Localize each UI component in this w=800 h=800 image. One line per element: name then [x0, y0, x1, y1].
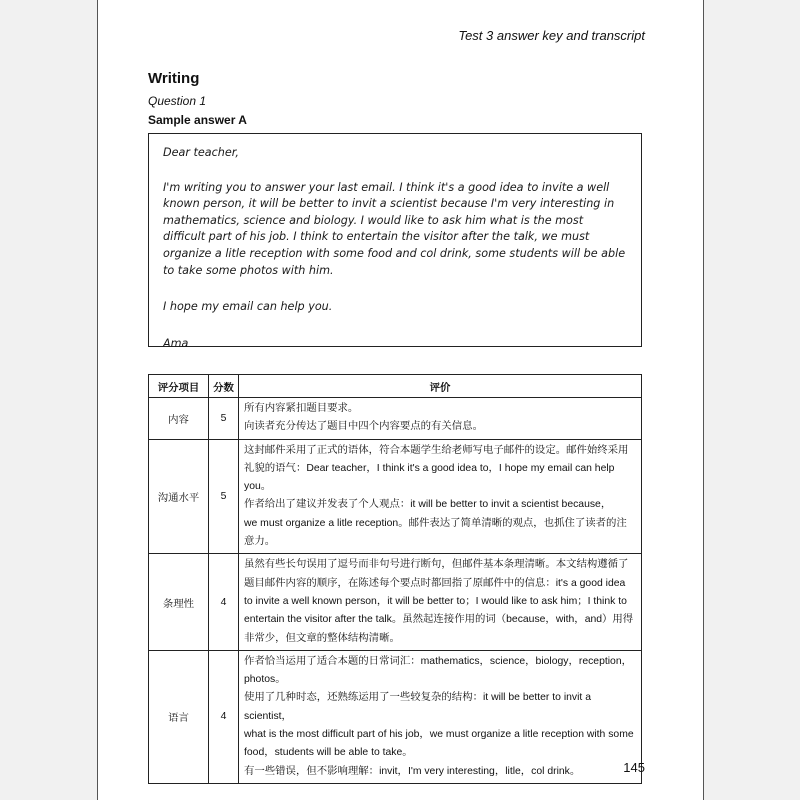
- table-header-row: [149, 375, 642, 398]
- page-number: 145: [623, 760, 645, 775]
- comment-line: 所有内容紧扣题目要求。: [244, 403, 359, 414]
- row-item: 内容: [149, 398, 209, 440]
- comment-line: what is the most difficult part of his job，we must organize a litle reception with some: [244, 729, 634, 741]
- row-comment: [239, 439, 642, 554]
- letter-closing: I hope my email can help you.: [163, 300, 333, 314]
- header-item: 评分项目: [149, 375, 209, 398]
- sample-letter: [148, 133, 642, 350]
- comment-line: photos。: [244, 674, 286, 686]
- row-item: 沟通水平: [149, 439, 209, 554]
- row-score: 5: [209, 398, 239, 440]
- row-score: 4: [209, 650, 239, 783]
- table-row: [149, 439, 642, 554]
- table-row: [149, 398, 642, 440]
- letter-greeting: Dear teacher,: [163, 146, 239, 159]
- table-row: [149, 554, 642, 650]
- table-row: [149, 650, 642, 783]
- sample-answer-label: Sample answer A: [148, 113, 247, 127]
- comment-line: entertain the visitor after the talk。虽然起连接作用的词（because，with，and）用得: [244, 614, 634, 626]
- comment-line: 虽然有些长句误用了逗号而非句号进行断句，但邮件基本条理清晰。本文结构遵循了: [244, 559, 629, 571]
- comment-line: food，students will be able to take。: [244, 747, 413, 759]
- comment-line: we must organize a litle reception。邮件表达了简单清晰的观点，也抓住了读者的注意力。: [244, 517, 627, 548]
- comment-line: 题目邮件内容的顺序，在陈述每个要点时都回指了原邮件中的信息：it's a good idea: [244, 577, 626, 589]
- evaluation-table: [148, 374, 642, 784]
- comment-line: 有一些错误，但不影响理解：invit，I'm very interesting，litle，col drink。: [244, 765, 581, 777]
- question-label: Question 1: [148, 94, 207, 108]
- comment-line: 使用了几种时态，还熟练运用了一些较复杂的结构：it will be better to invit a scientist，: [244, 692, 591, 722]
- row-item: 语言: [149, 650, 209, 783]
- letter-signature: Ama: [163, 336, 189, 350]
- row-comment: [239, 398, 642, 440]
- document-page: [97, 0, 704, 800]
- comment-line: 向读者充分传达了题目中四个内容要点的有关信息。: [244, 421, 483, 433]
- header-score: 分数: [209, 375, 239, 398]
- comment-line: 礼貌的语气：Dear teacher，I think it's a good idea to，I hope my email can help you。: [244, 462, 615, 493]
- row-item: 条理性: [149, 554, 209, 650]
- row-comment: [239, 650, 642, 783]
- header-comment: 评价: [239, 375, 642, 398]
- comment-line: to invite a well known person，it will be better to；I would like to ask him；I think to: [244, 595, 627, 607]
- comment-line: 作者给出了建议并发表了个人观点：it will be better to invit a scientist because，: [244, 499, 612, 511]
- comment-line: 这封邮件采用了正式的语体，符合本题学生给老师写电子邮件的设定。邮件始终采用: [244, 444, 629, 456]
- comment-line: 作者恰当运用了适合本题的日常词汇：mathematics，science，biology，reception，: [244, 655, 633, 667]
- row-comment: [239, 554, 642, 650]
- row-score: 5: [209, 439, 239, 554]
- letter-body: I'm writing you to answer your last email. I think it's a good idea to invite a well known person, it will be better to invit a scientist because I'm very interesting in mathematics, science and biology. I would like to ask him what is the most difficult part of his job. I think to entertain the visitor after the talk, we must organize a litle reception with some food and col drink, some students will be able to take some photos with him.: [163, 180, 626, 277]
- row-score: 4: [209, 554, 239, 650]
- comment-line: 非常少，但文章的整体结构清晰。: [244, 632, 400, 644]
- section-title: Writing: [148, 70, 200, 87]
- running-header: Test 3 answer key and transcript: [458, 28, 645, 43]
